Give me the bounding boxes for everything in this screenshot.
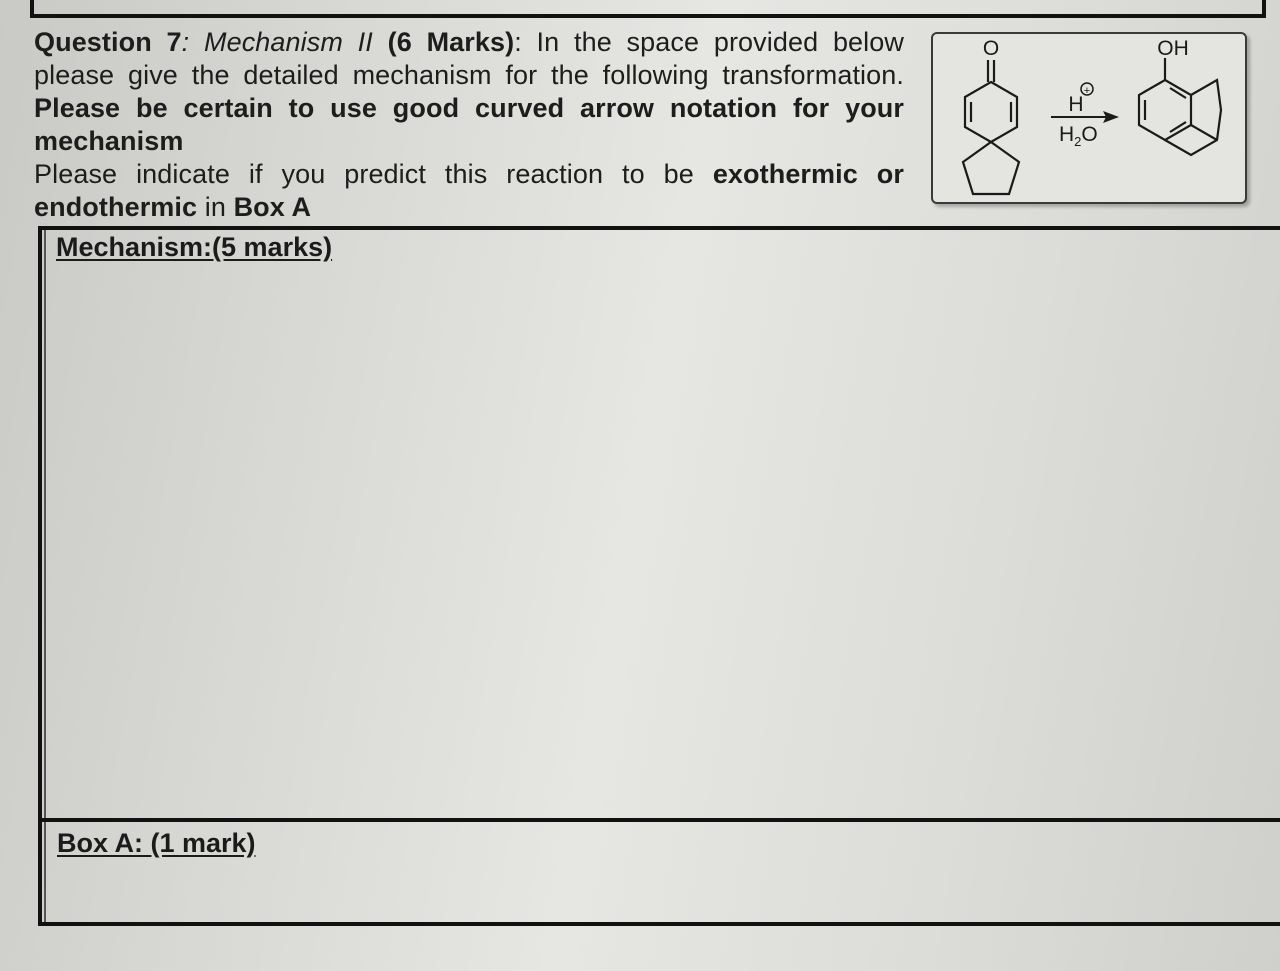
question-line-4: Please indicate if you predict this reaction to be exothermic or xyxy=(34,159,904,189)
reactant-oxygen-label: O xyxy=(982,37,1000,60)
box-a-label: Box A: (1 mark) xyxy=(57,828,256,858)
question-marks: (6 Marks) xyxy=(372,27,515,57)
reagent-charge-sign: + xyxy=(1083,85,1091,97)
reagent-solvent-label: $H_2O$ xyxy=(1059,123,1098,149)
question-instruction: Please be certain to use good curved arrow notation for your mechanism xyxy=(34,93,904,156)
reactant-structure xyxy=(963,60,1019,194)
reagent-acid-label: H xyxy=(1068,93,1084,116)
mechanism-box-inner-edge xyxy=(44,230,46,818)
product-hydroxyl-label: OH xyxy=(1157,37,1189,60)
mechanism-label: Mechanism:(5 marks) xyxy=(56,232,333,262)
box-a-inner-edge xyxy=(44,822,46,922)
reaction-scheme-svg xyxy=(933,34,1249,206)
question-line-1: Question 7: Mechanism II (6 Marks): In the space provided below xyxy=(34,27,904,57)
question-text xyxy=(34,26,904,224)
mechanism-answer-box[interactable] xyxy=(38,226,1280,822)
top-answer-box-border xyxy=(30,0,1266,18)
reaction-scheme xyxy=(931,32,1247,204)
question-line-2: please give the detailed mechanism for the following transformation. xyxy=(34,60,904,90)
question-line-5: endothermic in Box A xyxy=(34,192,312,222)
question-title: Question 7 xyxy=(34,27,182,57)
question-topic: Mechanism II xyxy=(189,27,373,57)
product-structure xyxy=(1139,58,1221,155)
